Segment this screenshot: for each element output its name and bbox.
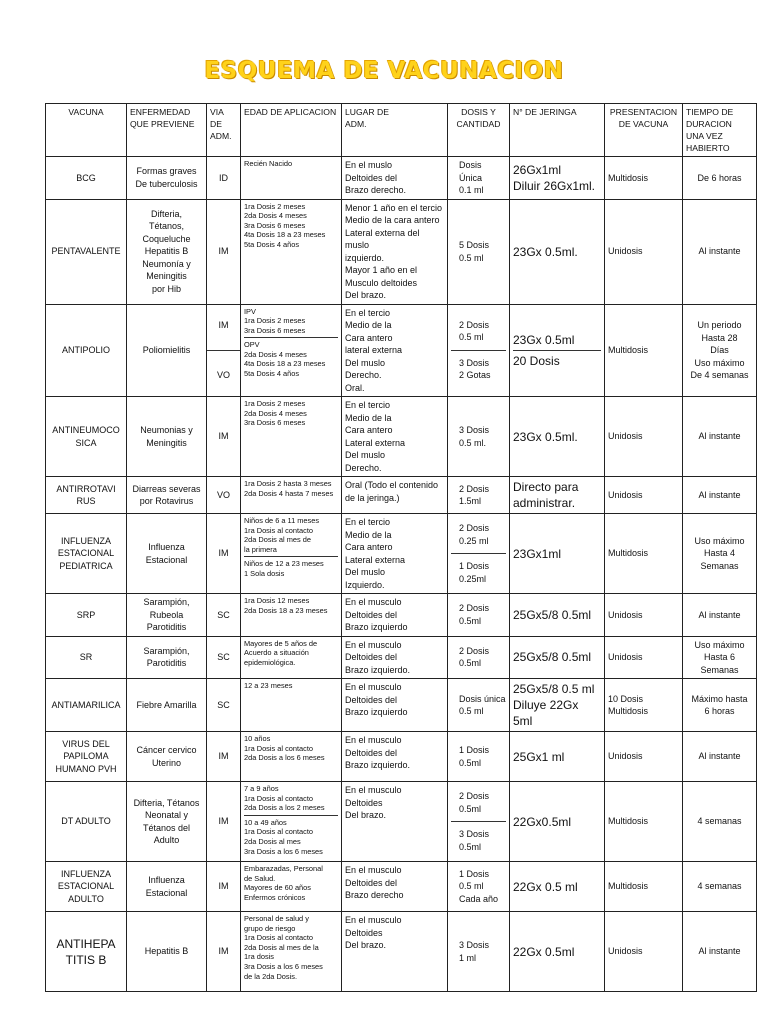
- site-cell: En el tercio Medio de la Cara antero Lateral externa Del muslo Derecho.: [342, 397, 448, 477]
- duration-cell: 4 semanas: [683, 862, 757, 912]
- route-cell: IM VO: [207, 304, 241, 397]
- table-row: [46, 514, 757, 594]
- dose-cell: 2 Dosis 0.5 ml 3 Dosis 2 Gotas: [448, 304, 510, 397]
- table-row: [46, 477, 757, 514]
- site-cell: En el musculo Deltoides del Brazo izquierdo.: [342, 636, 448, 679]
- vaccination-table: [45, 103, 757, 992]
- page-title: ESQUEMA DE VACUNACION: [204, 58, 564, 84]
- site-cell: En el musculo Deltoides del Brazo izquierdo: [342, 594, 448, 637]
- column-header: ENFERMEDAD QUE PREVIENE: [127, 104, 207, 157]
- age-cell: Recién Nacido: [241, 157, 342, 200]
- presentation-cell: Unidosis: [605, 732, 683, 782]
- dose-cell: 3 Dosis 1 ml: [448, 912, 510, 992]
- age-cell: 7 a 9 años 1ra Dosis al contacto 2da Dosis a los 2 meses 10 a 49 años 1ra Dosis al contacto 2da Dosis al mes 3ra Dosis a los 6 meses: [241, 782, 342, 862]
- table-row: [46, 157, 757, 200]
- syringe-cell: 25Gx5/8 0.5ml: [510, 636, 605, 679]
- dose-cell: 5 Dosis 0.5 ml: [448, 199, 510, 304]
- table-row: [46, 782, 757, 862]
- disease-cell: Influenza Estacional: [127, 862, 207, 912]
- vaccine-name: BCG: [46, 157, 127, 200]
- syringe-cell: 22Gx 0.5 ml: [510, 862, 605, 912]
- vaccine-name: ANTINEUMOCO SICA: [46, 397, 127, 477]
- table-row: [46, 679, 757, 732]
- duration-cell: Máximo hasta 6 horas: [683, 679, 757, 732]
- age-cell: 1ra Dosis 2 meses 2da Dosis 4 meses 3ra Dosis 6 meses: [241, 397, 342, 477]
- presentation-cell: 10 Dosis Multidosis: [605, 679, 683, 732]
- disease-cell: Cáncer cervico Uterino: [127, 732, 207, 782]
- table-header-row: [46, 104, 757, 157]
- age-cell: Personal de salud y grupo de riesgo 1ra Dosis al contacto 2da Dosis al mes de la 1ra dosis 3ra Dosis a los 6 meses de la 2da Dosis.: [241, 912, 342, 992]
- table-row: [46, 594, 757, 637]
- syringe-cell: 25Gx5/8 0.5 ml Diluye 22Gx 5ml: [510, 679, 605, 732]
- duration-cell: Al instante: [683, 477, 757, 514]
- dose-cell: 2 Dosis 0.5ml: [448, 636, 510, 679]
- column-header: VIA DE ADM.: [207, 104, 241, 157]
- route-cell: SC: [207, 679, 241, 732]
- presentation-cell: Unidosis: [605, 199, 683, 304]
- duration-cell: Al instante: [683, 732, 757, 782]
- age-cell: 12 a 23 meses: [241, 679, 342, 732]
- age-cell: 1ra Dosis 12 meses 2da Dosis 18 a 23 meses: [241, 594, 342, 637]
- dose-cell: 1 Dosis 0.5 ml Cada año: [448, 862, 510, 912]
- dose-cell: 2 Dosis 1.5ml: [448, 477, 510, 514]
- table-row: [46, 636, 757, 679]
- site-cell: Oral (Todo el contenido de la jeringa.): [342, 477, 448, 514]
- disease-cell: Hepatitis B: [127, 912, 207, 992]
- syringe-cell: 23Gx 0.5ml.: [510, 397, 605, 477]
- vaccine-name: ANTIRROTAVI RUS: [46, 477, 127, 514]
- site-cell: En el musculo Deltoides Del brazo.: [342, 782, 448, 862]
- column-header: N° DE JERINGA: [510, 104, 605, 157]
- vaccine-name: INFLUENZA ESTACIONAL PEDIATRICA: [46, 514, 127, 594]
- route-cell: VO: [207, 477, 241, 514]
- dose-cell: 3 Dosis 0.5 ml.: [448, 397, 510, 477]
- vaccine-name: VIRUS DEL PAPILOMA HUMANO PVH: [46, 732, 127, 782]
- site-cell: En el muslo Deltoides del Brazo derecho.: [342, 157, 448, 200]
- duration-cell: Uso máximo Hasta 6 Semanas: [683, 636, 757, 679]
- duration-cell: 4 semanas: [683, 782, 757, 862]
- dose-cell: 2 Dosis 0.25 ml 1 Dosis 0.25ml: [448, 514, 510, 594]
- column-header: EDAD DE APLICACION: [241, 104, 342, 157]
- column-header: DOSIS Y CANTIDAD: [448, 104, 510, 157]
- column-header: LUGAR DE ADM.: [342, 104, 448, 157]
- age-cell: 1ra Dosis 2 hasta 3 meses 2da Dosis 4 hasta 7 meses: [241, 477, 342, 514]
- table-row: [46, 912, 757, 992]
- presentation-cell: Multidosis: [605, 304, 683, 397]
- dose-cell: 2 Dosis 0.5ml: [448, 594, 510, 637]
- route-cell: ID: [207, 157, 241, 200]
- site-cell: En el tercio Medio de la Cara antero lateral externa Del muslo Derecho. Oral.: [342, 304, 448, 397]
- disease-cell: Difteria, Tétanos, Coqueluche Hepatitis B Neumonía y Meningitis por Hib: [127, 199, 207, 304]
- table-row: [46, 397, 757, 477]
- route-cell: IM: [207, 862, 241, 912]
- presentation-cell: Multidosis: [605, 514, 683, 594]
- route-cell: IM: [207, 782, 241, 862]
- column-header: PRESENTACION DE VACUNA: [605, 104, 683, 157]
- syringe-cell: 23Gx 0.5ml 20 Dosis: [510, 304, 605, 397]
- column-header: VACUNA: [46, 104, 127, 157]
- site-cell: En el musculo Deltoides Del brazo.: [342, 912, 448, 992]
- vaccine-name: PENTAVALENTE: [46, 199, 127, 304]
- presentation-cell: Unidosis: [605, 594, 683, 637]
- age-cell: Embarazadas, Personal de Salud. Mayores de 60 años Enfermos crónicos: [241, 862, 342, 912]
- presentation-cell: Multidosis: [605, 862, 683, 912]
- vaccine-name: SRP: [46, 594, 127, 637]
- duration-cell: De 6 horas: [683, 157, 757, 200]
- duration-cell: Al instante: [683, 912, 757, 992]
- syringe-cell: 22Gx 0.5ml: [510, 912, 605, 992]
- disease-cell: Fiebre Amarilla: [127, 679, 207, 732]
- duration-cell: Un periodo Hasta 28 Días Uso máximo De 4 semanas: [683, 304, 757, 397]
- vaccine-name: DT ADULTO: [46, 782, 127, 862]
- route-cell: IM: [207, 397, 241, 477]
- site-cell: En el musculo Deltoides del Brazo izquierdo.: [342, 732, 448, 782]
- vaccine-name: ANTIPOLIO: [46, 304, 127, 397]
- disease-cell: Sarampión, Parotiditis: [127, 636, 207, 679]
- presentation-cell: Multidosis: [605, 157, 683, 200]
- disease-cell: Neumonias y Meningitis: [127, 397, 207, 477]
- route-cell: SC: [207, 594, 241, 637]
- age-cell: Niños de 6 a 11 meses 1ra Dosis al contacto 2da Dosis al mes de la primera Niños de 12 a 23 meses 1 Sola dosis: [241, 514, 342, 594]
- vaccine-name: INFLUENZA ESTACIONAL ADULTO: [46, 862, 127, 912]
- disease-cell: Poliomielitis: [127, 304, 207, 397]
- presentation-cell: Unidosis: [605, 912, 683, 992]
- route-cell: IM: [207, 912, 241, 992]
- disease-cell: Influenza Estacional: [127, 514, 207, 594]
- disease-cell: Formas graves De tuberculosis: [127, 157, 207, 200]
- dose-cell: 1 Dosis 0.5ml: [448, 732, 510, 782]
- syringe-cell: 23Gx1ml: [510, 514, 605, 594]
- duration-cell: Al instante: [683, 397, 757, 477]
- table-row: [46, 862, 757, 912]
- duration-cell: Al instante: [683, 594, 757, 637]
- table-row: [46, 304, 757, 397]
- vaccine-name: SR: [46, 636, 127, 679]
- route-cell: IM: [207, 199, 241, 304]
- age-cell: 1ra Dosis 2 meses 2da Dosis 4 meses 3ra Dosis 6 meses 4ta Dosis 18 a 23 meses 5ta Dosis 4 años: [241, 199, 342, 304]
- route-cell: SC: [207, 636, 241, 679]
- site-cell: En el musculo Deltoides del Brazo derecho: [342, 862, 448, 912]
- route-cell: IM: [207, 514, 241, 594]
- presentation-cell: Multidosis: [605, 782, 683, 862]
- vaccine-name: ANTIHEPA TITIS B: [46, 912, 127, 992]
- duration-cell: Uso máximo Hasta 4 Semanas: [683, 514, 757, 594]
- disease-cell: Sarampión, Rubeola Parotiditis: [127, 594, 207, 637]
- duration-cell: Al instante: [683, 199, 757, 304]
- syringe-cell: 26Gx1ml Diluir 26Gx1ml.: [510, 157, 605, 200]
- syringe-cell: Directo para administrar.: [510, 477, 605, 514]
- age-cell: IPV 1ra Dosis 2 meses 3ra Dosis 6 meses OPV 2da Dosis 4 meses 4ta Dosis 18 a 23 meses 5ta Dosis 4 años: [241, 304, 342, 397]
- syringe-cell: 22Gx0.5ml: [510, 782, 605, 862]
- age-cell: 10 años 1ra Dosis al contacto 2da Dosis a los 6 meses: [241, 732, 342, 782]
- dose-cell: 2 Dosis 0.5ml 3 Dosis 0.5ml: [448, 782, 510, 862]
- dose-cell: Dosis Única 0.1 ml: [448, 157, 510, 200]
- syringe-cell: 23Gx 0.5ml.: [510, 199, 605, 304]
- disease-cell: Difteria, Tétanos Neonatal y Tétanos del Adulto: [127, 782, 207, 862]
- presentation-cell: Unidosis: [605, 636, 683, 679]
- presentation-cell: Unidosis: [605, 397, 683, 477]
- table-row: [46, 199, 757, 304]
- column-header: TIEMPO DE DURACION UNA VEZ HABIERTO: [683, 104, 757, 157]
- syringe-cell: 25Gx1 ml: [510, 732, 605, 782]
- disease-cell: Diarreas severas por Rotavirus: [127, 477, 207, 514]
- site-cell: Menor 1 año en el tercio Medio de la cara antero Lateral externa del muslo izquierdo. Mayor 1 año en el Musculo deltoides Del brazo.: [342, 199, 448, 304]
- route-cell: IM: [207, 732, 241, 782]
- syringe-cell: 25Gx5/8 0.5ml: [510, 594, 605, 637]
- vaccine-name: ANTIAMARILICA: [46, 679, 127, 732]
- table-row: [46, 732, 757, 782]
- age-cell: Mayores de 5 años de Acuerdo a situación epidemiológica.: [241, 636, 342, 679]
- site-cell: En el tercio Medio de la Cara antero Lateral externa Del muslo Izquierdo.: [342, 514, 448, 594]
- presentation-cell: Unidosis: [605, 477, 683, 514]
- site-cell: En el musculo Deltoides del Brazo izquierdo: [342, 679, 448, 732]
- dose-cell: Dosis única 0.5 ml: [448, 679, 510, 732]
